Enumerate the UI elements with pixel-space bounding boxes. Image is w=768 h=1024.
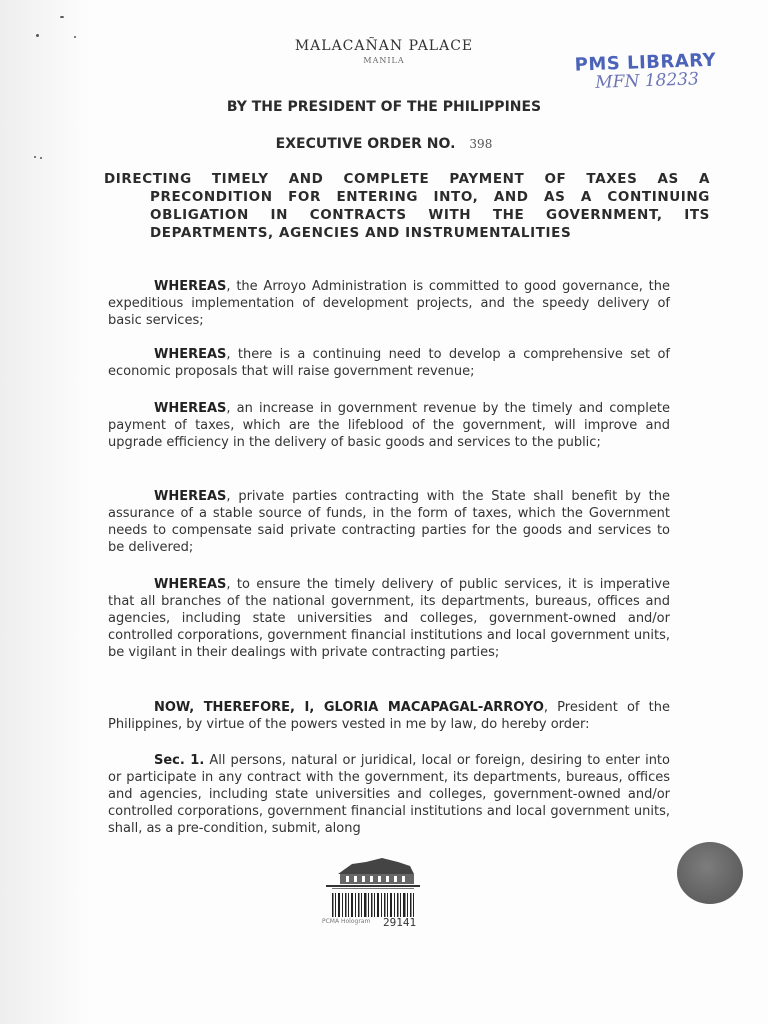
- scan-speck: [34, 156, 36, 158]
- issuer-heading: BY THE PRESIDENT OF THE PHILIPPINES: [226, 99, 542, 115]
- order-subject: DIRECTING TIMELY AND COMPLETE PAYMENT OF TAXES AS A PRECONDITION FOR ENTERING INTO, AND AS A CONTINUING OBLIGATION IN CONTRACTS WITH THE GOVERNMENT, ITS DEPARTMENTS, AGENCIES AND INSTRUMENTALITIES: [104, 171, 710, 241]
- paragraph-text: , to ensure the timely delivery of public services, it is imperative that all branches of the national government, its departments, bureaus, offices and agencies, including state universities and colleges, government-owned and/or controlled corporations, government financial institutions and local government units, be vigilant in their dealings with private contracting parties;: [108, 577, 670, 660]
- barcode-number: 29141: [383, 916, 417, 929]
- section-text: All persons, natural or juridical, local or foreign, desiring to enter into or participate in any contract with the government, its departments, bureaus, offices and agencies, including state universities and colleges, government-owned and/or controlled corporations, government financial institutions and local government units, shall, as a pre-condition, submit, along: [108, 753, 670, 836]
- whereas-paragraph: [108, 346, 670, 380]
- scan-speck: [60, 16, 64, 18]
- paragraph-lead: WHEREAS: [154, 489, 227, 504]
- section-label: Sec. 1.: [154, 753, 205, 768]
- paragraph-text: , private parties contracting with the State shall benefit by the assurance of a stable source of funds, in the form of taxes, which the Government needs to compensate said private contracting parties for the goods and services to be delivered;: [108, 489, 670, 555]
- paragraph-lead: WHEREAS: [154, 279, 227, 294]
- order-clause: [108, 699, 670, 733]
- whereas-paragraph: [108, 488, 670, 556]
- whereas-paragraph: [108, 576, 670, 661]
- whereas-paragraph: [108, 400, 670, 451]
- paragraph-lead: NOW, THEREFORE, I, GLORIA MACAPAGAL-ARROYO: [154, 700, 544, 715]
- paragraph-text: , President of the Philippines, by virtue of the powers vested in me by law, do hereby order:: [108, 700, 670, 732]
- barcode-caption: PCMA Hologram: [322, 918, 371, 925]
- scan-speck: [36, 34, 39, 37]
- stamp-handwritten-number: MFN 18233: [595, 69, 700, 93]
- paragraph-lead: WHEREAS: [154, 347, 227, 362]
- order-label: EXECUTIVE ORDER NO.: [275, 136, 456, 152]
- order-number: 398: [469, 137, 493, 151]
- stamp-title: PMS LIBRARY: [574, 49, 717, 76]
- library-stamp: [574, 49, 725, 93]
- palace-building-logo: [318, 852, 428, 892]
- section-1: [108, 752, 670, 837]
- paragraph-text: , an increase in government revenue by the timely and complete payment of taxes, which are the lifeblood of the government, will improve and upgrade efficiency in the delivery of basic goods and services to the public;: [108, 401, 670, 450]
- paragraph-text: , the Arroyo Administration is committed to good governance, the expeditious implementation of development projects, and the speedy delivery of basic services;: [108, 279, 670, 328]
- barcode: [330, 893, 418, 917]
- punch-hole: [677, 842, 743, 904]
- scan-shadow: [0, 0, 90, 1024]
- paragraph-text: , there is a continuing need to develop a comprehensive set of economic proposals that will raise government revenue;: [108, 347, 670, 379]
- paragraph-lead: WHEREAS: [154, 577, 227, 592]
- letterhead-city: MANILA: [363, 56, 405, 65]
- paragraph-lead: WHEREAS: [154, 401, 227, 416]
- letterhead-palace: MALACAÑAN PALACE: [294, 38, 474, 54]
- whereas-paragraph: [108, 278, 670, 329]
- order-heading: [0, 136, 768, 152]
- scan-speck: [40, 157, 42, 159]
